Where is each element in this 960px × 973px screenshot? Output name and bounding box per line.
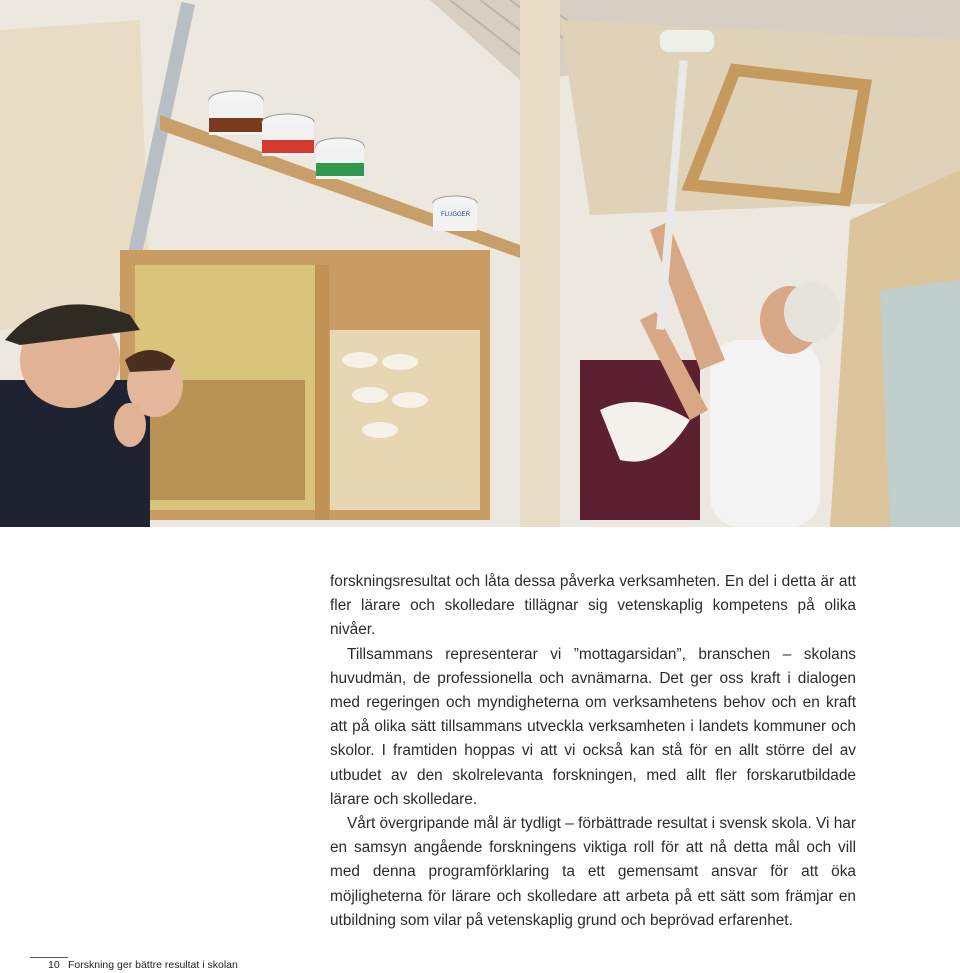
paint-can-label: FLUGGER xyxy=(441,212,471,218)
post xyxy=(520,0,560,527)
paragraph: Vårt övergripande mål är tydligt – förbättrade resultat i svensk skola. Vi har en samsyn angående forskningens viktiga roll för att nå detta mål och vill med denna programförklaring ta ett gemensamt ansvar för att öka möjligheterna för lärare och skolledare att arbeta på ett sätt som främjar en utbildning som vilar på vetenskaplig grund och beprövad erfarenhet. xyxy=(330,815,856,929)
paragraph: forskningsresultat och låta dessa påverka verksamheten. En del i detta är att fler lärare och skolledare tillägnar sig vetenskaplig kompetens på olika nivåer. xyxy=(330,573,856,639)
paragraph: Tillsammans representerar vi ”mottagarsidan”, branschen – skolans huvudmän, de professionella och avnämarna. Det ger oss kraft i dialogen med regeringen och myndigheterna om verksamhetens behov och en kraft att på olika sätt tillsammans utveckla verksamheten i landets kommuner och skolor. I framtiden hoppas vi att vi också kan stå för en allt större del av utbudet av den skolrelevanta forskningen, med allt fler forskarutbildade lärare och skolledare. xyxy=(330,645,856,808)
page-footer xyxy=(0,957,960,972)
page-number: 10 xyxy=(48,959,60,971)
body-text xyxy=(330,570,856,933)
blue-paint xyxy=(880,280,960,527)
running-title: Forskning ger bättre resultat i skolan xyxy=(68,959,238,971)
